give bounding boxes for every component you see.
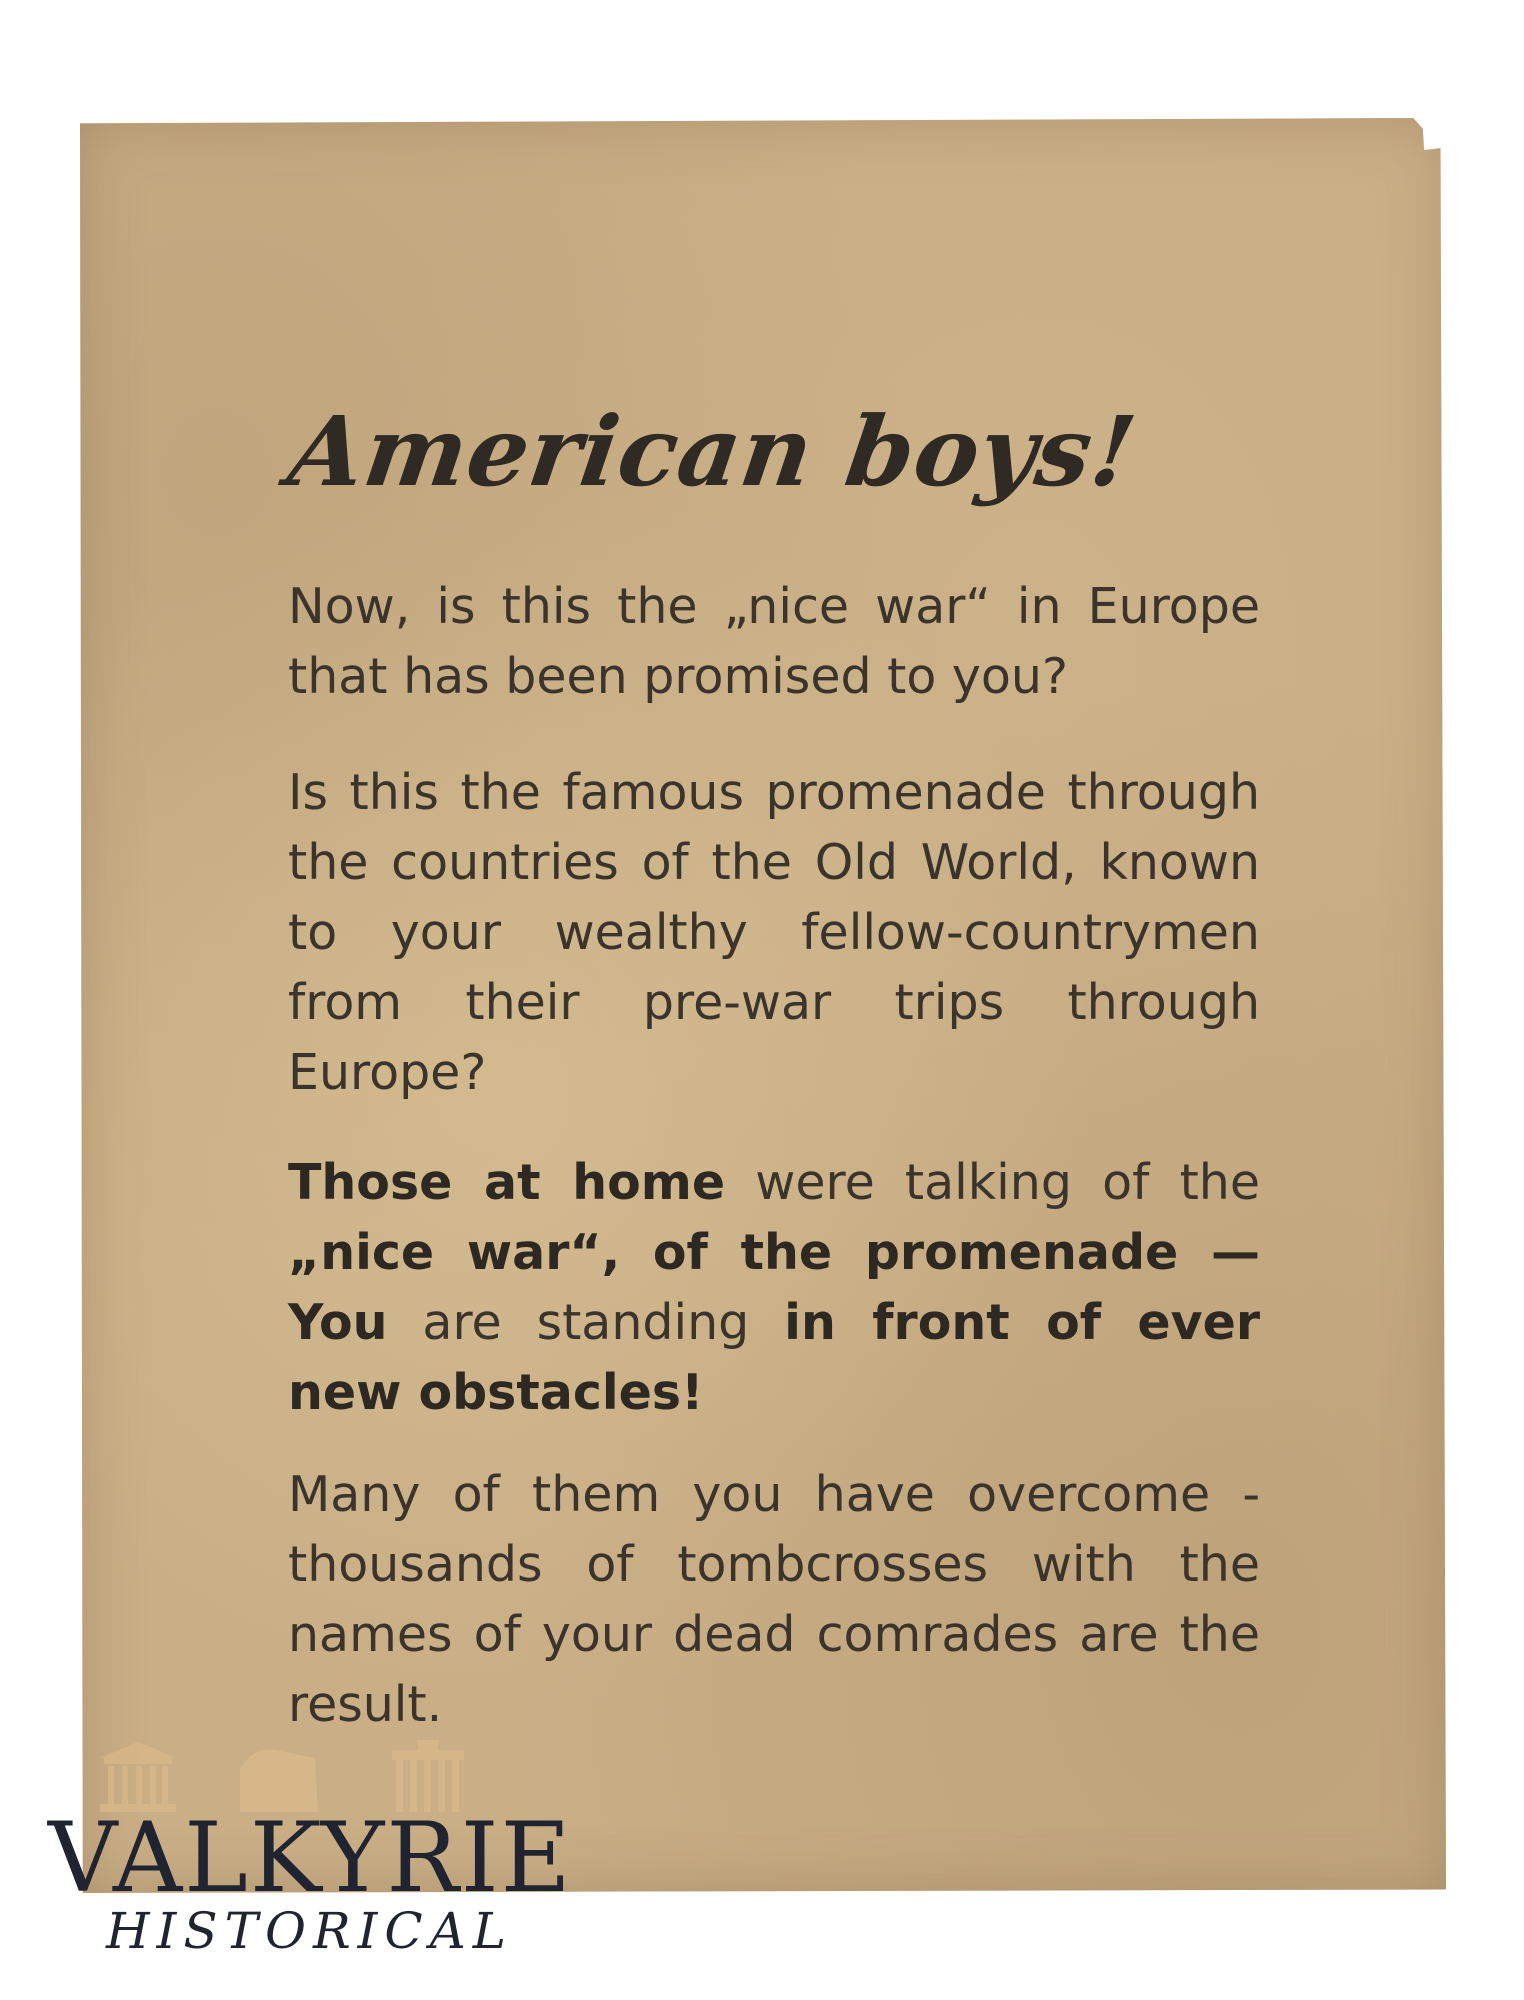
- paragraph-3-segment-4: are standing: [387, 1294, 785, 1351]
- leaflet-paragraph-2: [288, 758, 1260, 1108]
- paragraph-4-text: Many of them you have overcome - thousands of tombcrosses with the names of your dead comrades are the result.: [288, 1466, 1260, 1733]
- paragraph-2-text: Is this the famous promenade through the countries of the Old World, known to your wealthy fellow-countrymen from their pre-war trips through Europe?: [288, 764, 1260, 1101]
- leaflet-paragraph-1: [288, 572, 1260, 712]
- paragraph-1-text: Now, is this the „nice war“ in Europe that has been promised to you?: [288, 578, 1260, 705]
- paragraph-3-segment-2: were talking of the: [725, 1154, 1260, 1211]
- leaflet-paragraph-4: [288, 1460, 1260, 1740]
- leaflet-headline: American boys!: [282, 395, 1144, 508]
- leaflet-paragraph-3: [288, 1148, 1260, 1428]
- paragraph-3-segment-3: „nice war“, of the promenade — You: [288, 1224, 1260, 1351]
- paragraph-3-segment-5: in front of ever new obstacles!: [288, 1294, 1260, 1421]
- watermark-subtitle: HISTORICAL: [106, 1902, 513, 1960]
- paragraph-3-segment-1: Those at home: [288, 1154, 726, 1211]
- valkyrie-watermark-logo: [48, 1740, 573, 1960]
- watermark-brand: VALKYRIE: [48, 1802, 573, 1914]
